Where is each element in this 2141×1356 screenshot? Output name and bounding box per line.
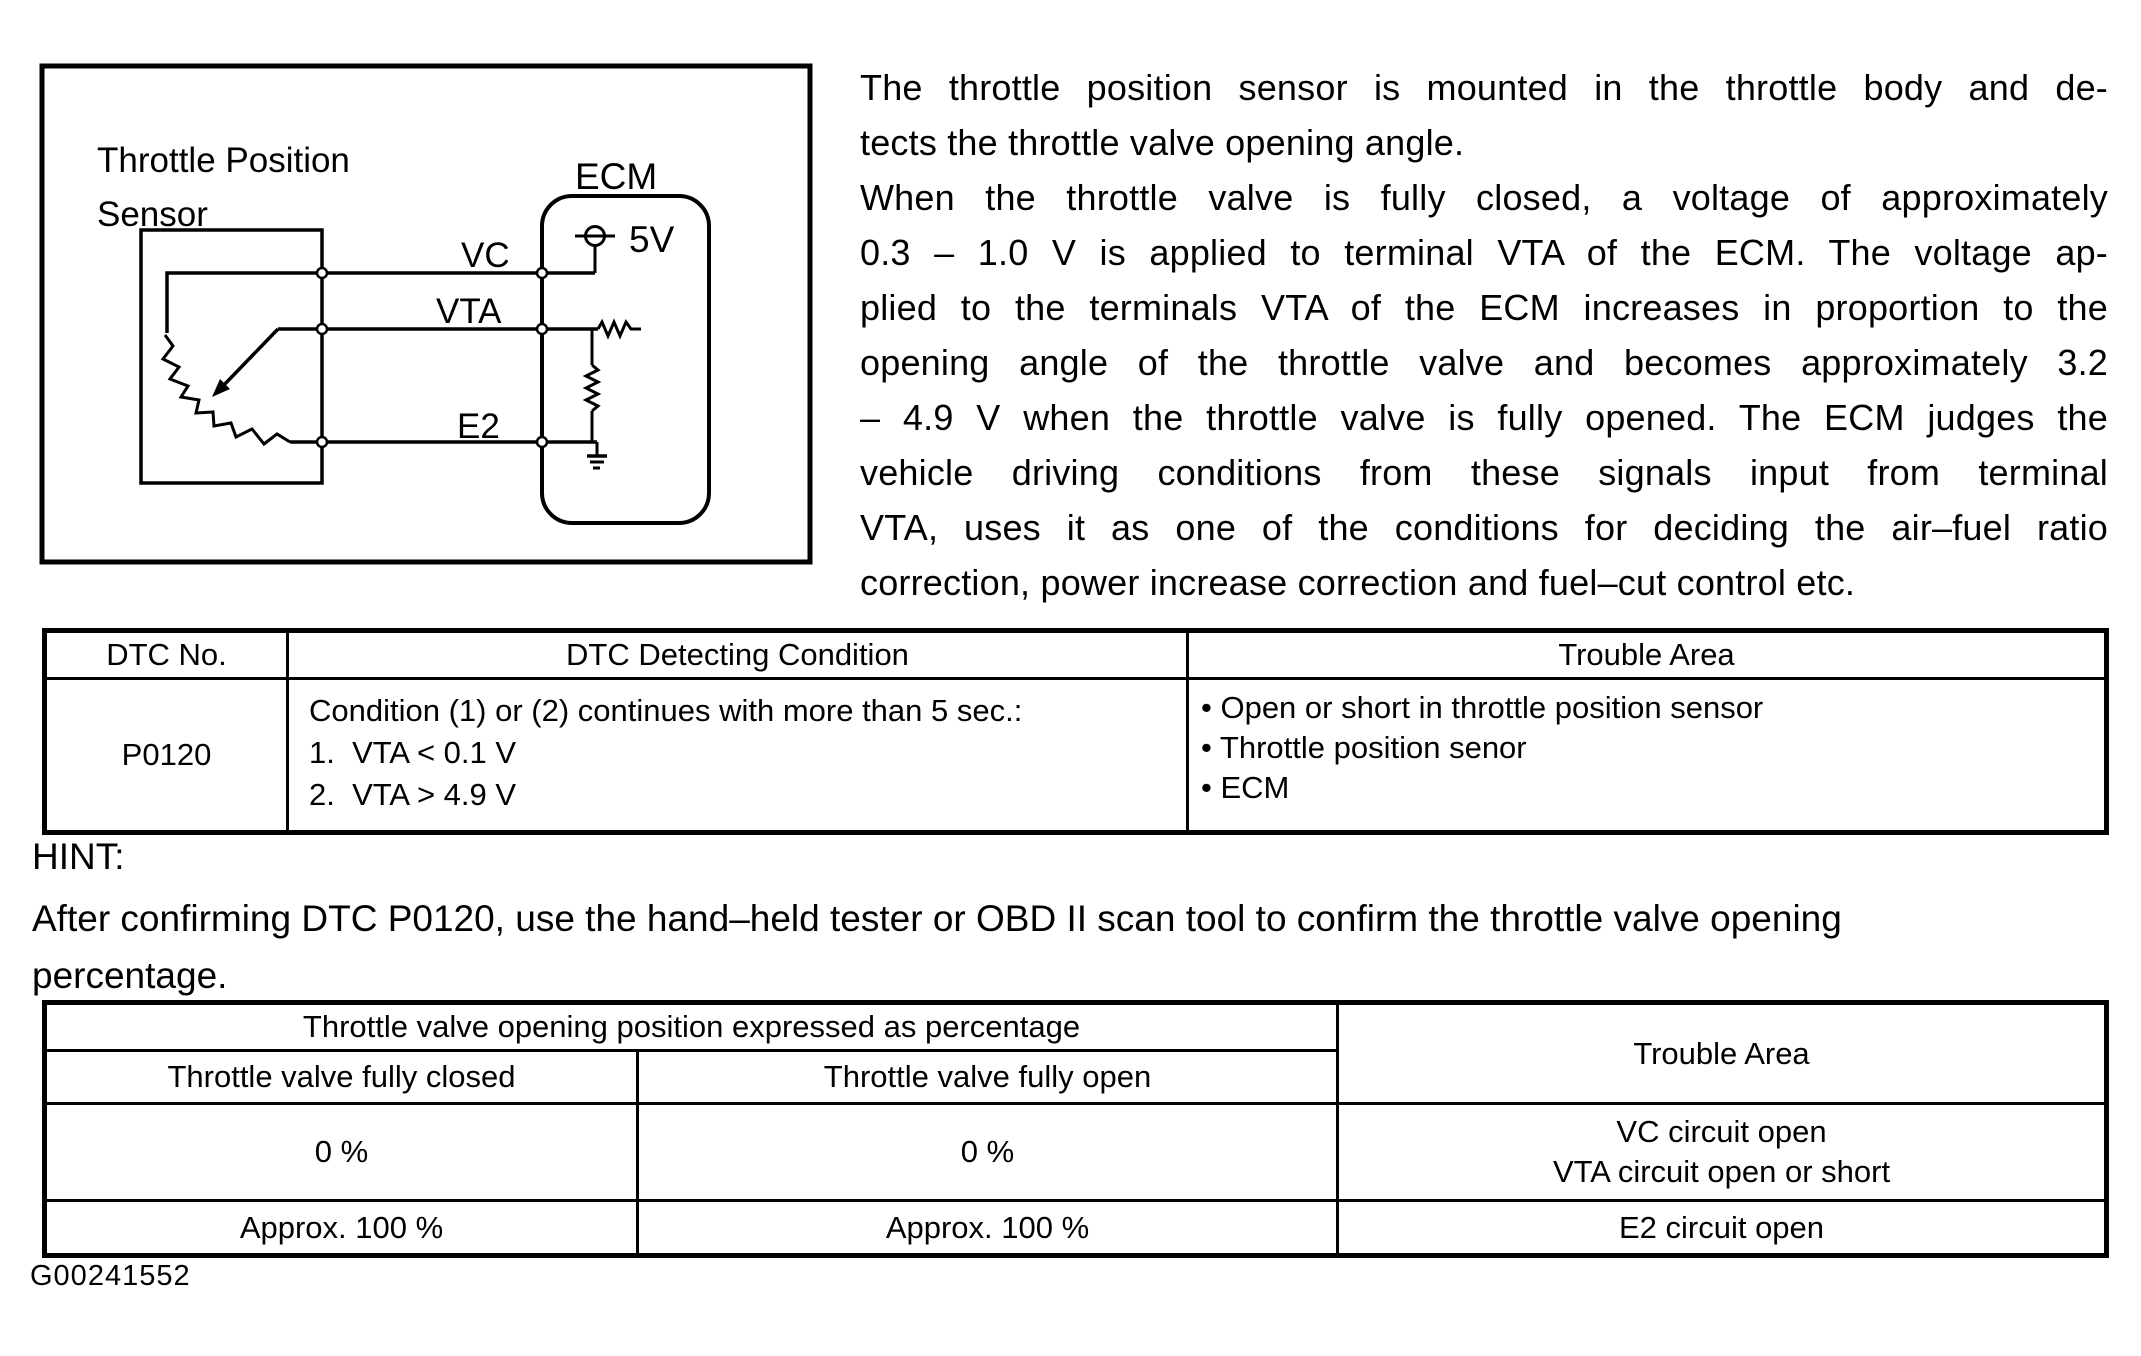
trouble-cell (1338, 1201, 2107, 1256)
dtc-no-header: DTC No. (45, 631, 288, 679)
junction-dot (537, 268, 547, 278)
dtc-table-row (45, 679, 2107, 833)
ground-icon (587, 442, 607, 468)
throttle-percentage-table (42, 1000, 2109, 1258)
hint-label: HINT: (32, 836, 125, 877)
trouble-cell (1338, 1104, 2107, 1201)
junction-dot (537, 324, 547, 334)
description-line: – 4.9 V when the throttle valve is fully opened. The ECM judges the (860, 397, 2108, 438)
ecm-outline (542, 196, 709, 523)
dtc-table-header-row (45, 631, 2107, 679)
vc-terminal-label: VC (461, 236, 510, 275)
vc-wire (167, 273, 595, 333)
sensor-housing-outline (141, 230, 322, 483)
condition-line: 1. VTA < 0.1 V (309, 735, 517, 770)
percentage-table-row (45, 1104, 2107, 1201)
sensor-caption-line2: Sensor (97, 195, 208, 234)
trouble-areas-cell (1188, 679, 2107, 833)
ecm-caption: ECM (575, 156, 658, 197)
trouble-area-item: • Throttle position senor (1201, 730, 1527, 765)
description-line: correction, power increase correction and fuel–cut control etc. (860, 562, 1856, 603)
trouble-area-header: Trouble Area (1338, 1003, 2107, 1104)
open-value-cell: 0 % (638, 1104, 1338, 1201)
description-line: When the throttle valve is fully closed, a voltage of approximately (860, 177, 2108, 218)
description-line: plied to the terminals VTA of the ECM increases in proportion to the (860, 287, 2108, 328)
percentage-table-span-header-row (45, 1003, 2107, 1051)
opening-position-header: Throttle valve opening position expressed as percentage (45, 1003, 1338, 1051)
hint-text-line: percentage. (32, 955, 228, 996)
circuit-figure (0, 0, 860, 580)
dtc-trouble-area-header: Trouble Area (1188, 631, 2107, 679)
description-line: 0.3 – 1.0 V is applied to terminal VTA of the ECM. The voltage ap- (860, 232, 2108, 273)
pulldown-resistor-icon (586, 365, 598, 411)
supply-voltage-label: 5V (629, 219, 675, 260)
junction-dot (317, 268, 327, 278)
sensor-caption-line1: Throttle Position (97, 141, 350, 180)
condition-line: Condition (1) or (2) continues with more than 5 sec.: (309, 693, 1023, 728)
trouble-area-item: • ECM (1201, 770, 1290, 805)
junction-dots (317, 268, 547, 447)
dtc-conditions-cell (288, 679, 1188, 833)
figure-id: G00241552 (30, 1260, 191, 1292)
closed-value-cell: Approx. 100 % (45, 1201, 638, 1256)
closed-value-cell: 0 % (45, 1104, 638, 1201)
dtc-table (42, 628, 2109, 835)
description-line: vehicle driving conditions from these signals input from terminal (860, 452, 2108, 493)
vta-terminal-label: VTA (436, 292, 502, 331)
percentage-table-row (45, 1201, 2107, 1256)
e2-terminal-label: E2 (457, 407, 500, 446)
fully-open-header: Throttle valve fully open (638, 1051, 1338, 1104)
condition-line: 2. VTA > 4.9 V (309, 777, 517, 812)
description-paragraph (860, 60, 2108, 610)
dtc-condition-header: DTC Detecting Condition (288, 631, 1188, 679)
description-line: The throttle position sensor is mounted in the throttle body and de- (860, 67, 2108, 108)
description-line: opening angle of the throttle valve and becomes approximately 3.2 (860, 342, 2108, 383)
trouble-line: E2 circuit open (1618, 1209, 1825, 1245)
description-line: VTA, uses it as one of the conditions for deciding the air–fuel ratio (860, 507, 2108, 548)
input-resistor-icon (598, 322, 641, 336)
wiper-arm (222, 329, 278, 387)
description-line: tects the throttle valve opening angle. (860, 122, 1465, 163)
dtc-number-cell: P0120 (45, 679, 288, 833)
trouble-line: VTA circuit open or short (1552, 1154, 1891, 1189)
junction-dot (317, 324, 327, 334)
trouble-line: VC circuit open (1616, 1114, 1827, 1149)
hint-text-line: After confirming DTC P0120, use the hand–held tester or OBD II scan tool to confirm the throttle valve opening (32, 898, 1842, 939)
junction-dot (317, 437, 327, 447)
hint-section (32, 836, 2110, 1004)
trouble-area-item: • Open or short in throttle position sensor (1201, 690, 1764, 725)
fully-closed-header: Throttle valve fully closed (45, 1051, 638, 1104)
open-value-cell: Approx. 100 % (638, 1201, 1338, 1256)
junction-dot (537, 437, 547, 447)
